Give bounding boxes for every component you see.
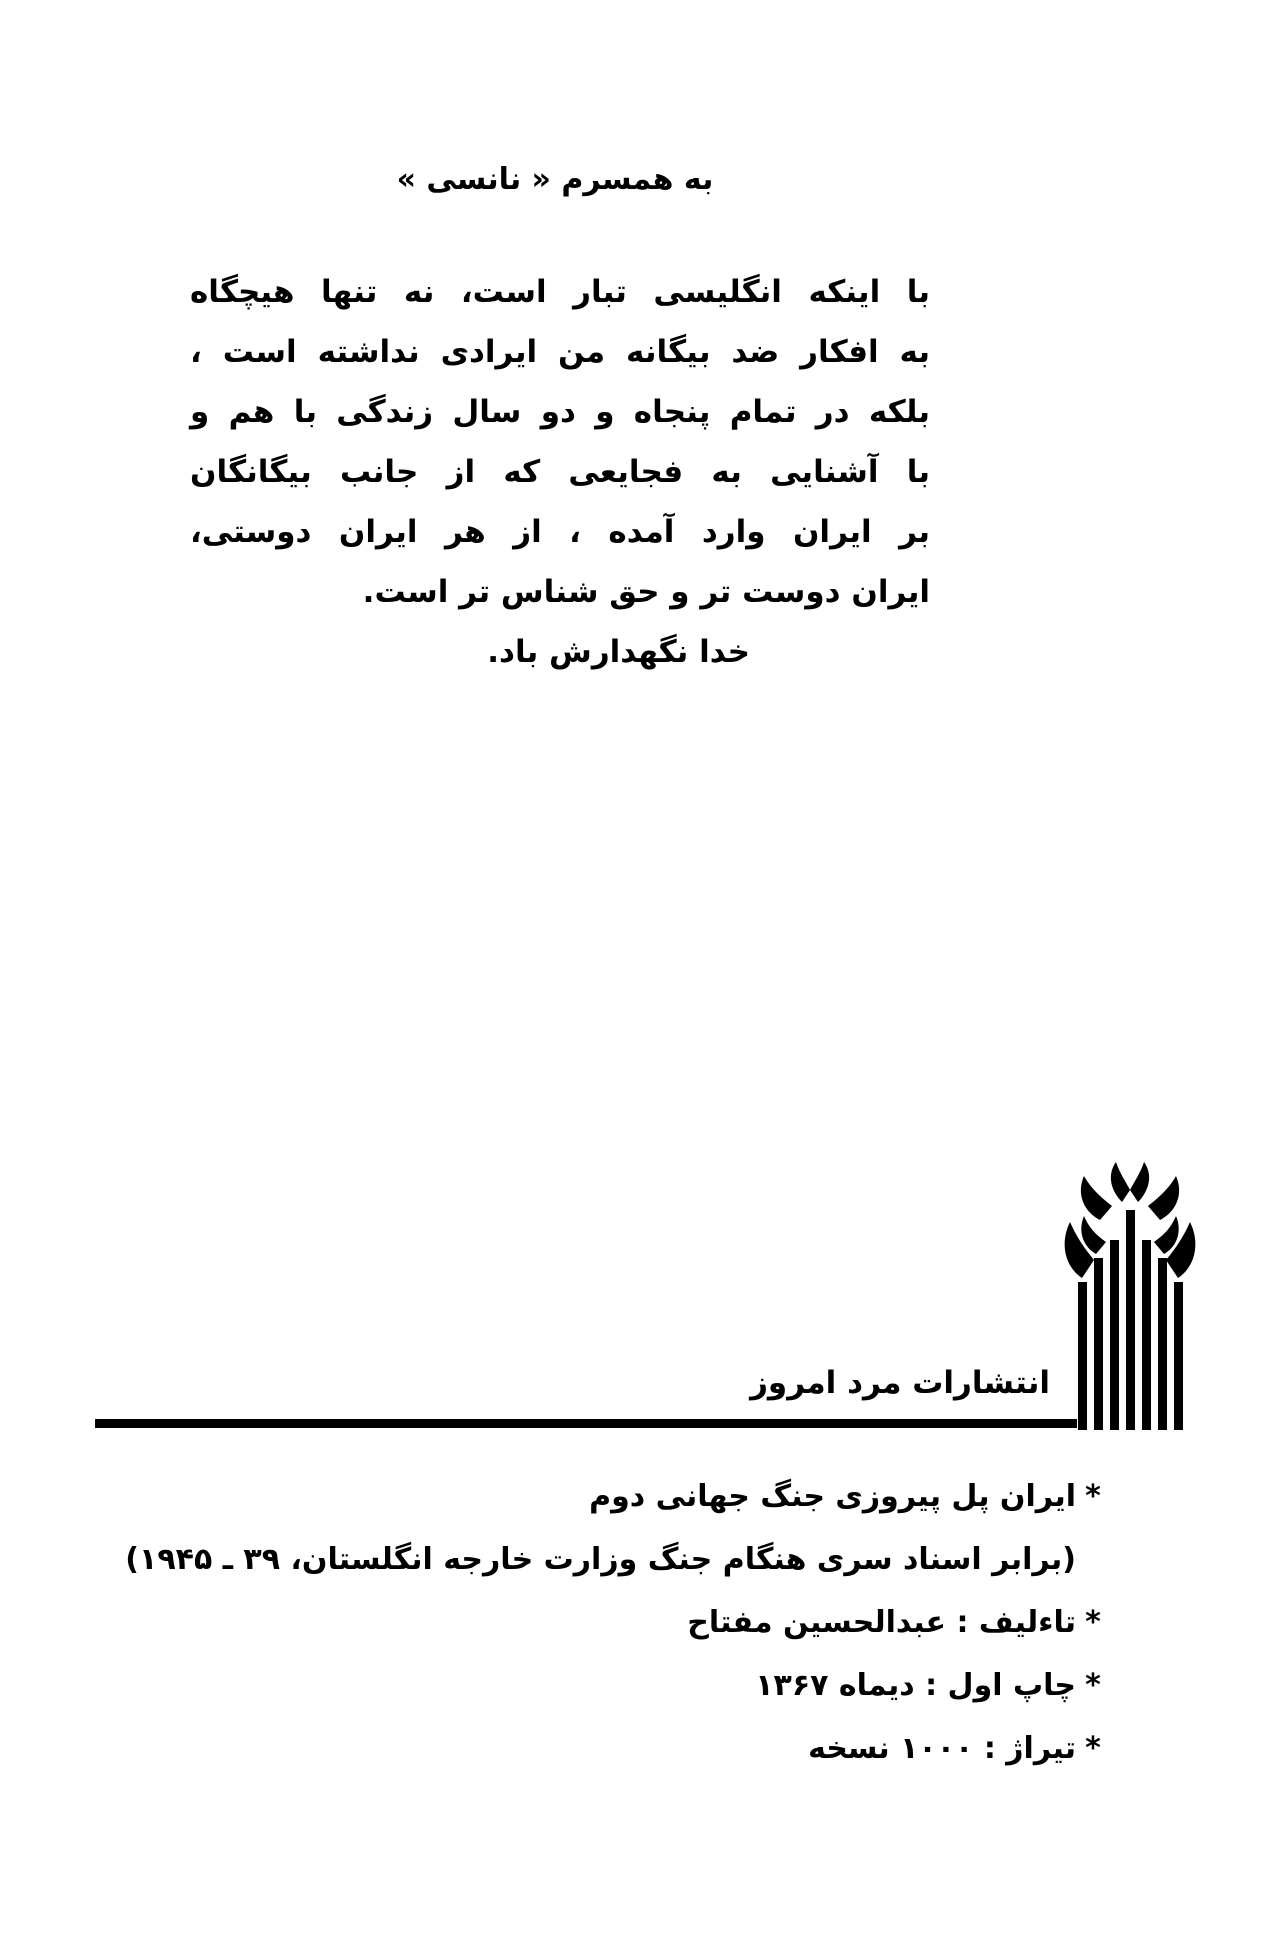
bullet-star-icon: * bbox=[1085, 1668, 1101, 1703]
publisher-name: انتشارات مرد امروز bbox=[750, 1365, 1050, 1401]
book-title: ایران پل پیروزی جنگ جهانی دوم bbox=[589, 1479, 1076, 1514]
divider-rule bbox=[95, 1419, 1077, 1428]
book-info-list bbox=[110, 1465, 1110, 1780]
dedication-line: ایران دوست تر و حق شناس تر است. bbox=[362, 574, 930, 610]
book-subtitle: (برابر اسناد سری هنگام جنگ وزارت خارجه انگلستان، ۳۹ ـ ۱۹۴۵) bbox=[125, 1542, 1076, 1577]
dedication-line: بلکه در تمام پنجاه و دو سال زندگی با هم و bbox=[190, 394, 930, 430]
bullet-star-icon: * bbox=[1085, 1731, 1101, 1766]
bullet-star-icon: * bbox=[1085, 1605, 1101, 1640]
publisher-logo-icon bbox=[1060, 1150, 1200, 1430]
edition-text: چاپ اول : دیماه ۱۳۶۷ bbox=[755, 1668, 1076, 1703]
dedication-line: با آشنایی به فجایعی که از جانب بیگانگان bbox=[190, 454, 930, 490]
dedication-line: بر ایران وارد آمده ، از هر ایران دوستی، bbox=[190, 514, 930, 550]
dedication-line: با اینکه انگلیسی تبار است، نه تنها هیچگاه bbox=[190, 274, 930, 310]
dedication-title: به همسرم « نانسی » bbox=[396, 162, 714, 197]
dedication-body bbox=[190, 262, 930, 682]
author-text: تاءلیف : عبدالحسین مفتاح bbox=[687, 1605, 1076, 1640]
bullet-star-icon: * bbox=[1085, 1479, 1101, 1514]
dedication-closing: خدا نگهدارش باد. bbox=[487, 634, 750, 670]
circulation-item bbox=[110, 1717, 1110, 1780]
edition-item bbox=[110, 1654, 1110, 1717]
circulation-text: تیراژ : ۱۰۰۰ نسخه bbox=[808, 1731, 1076, 1766]
author-item bbox=[110, 1591, 1110, 1654]
book-title-item bbox=[110, 1465, 1110, 1528]
dedication-line: به افکار ضد بیگانه من ایرادی نداشته است ، bbox=[190, 334, 930, 370]
